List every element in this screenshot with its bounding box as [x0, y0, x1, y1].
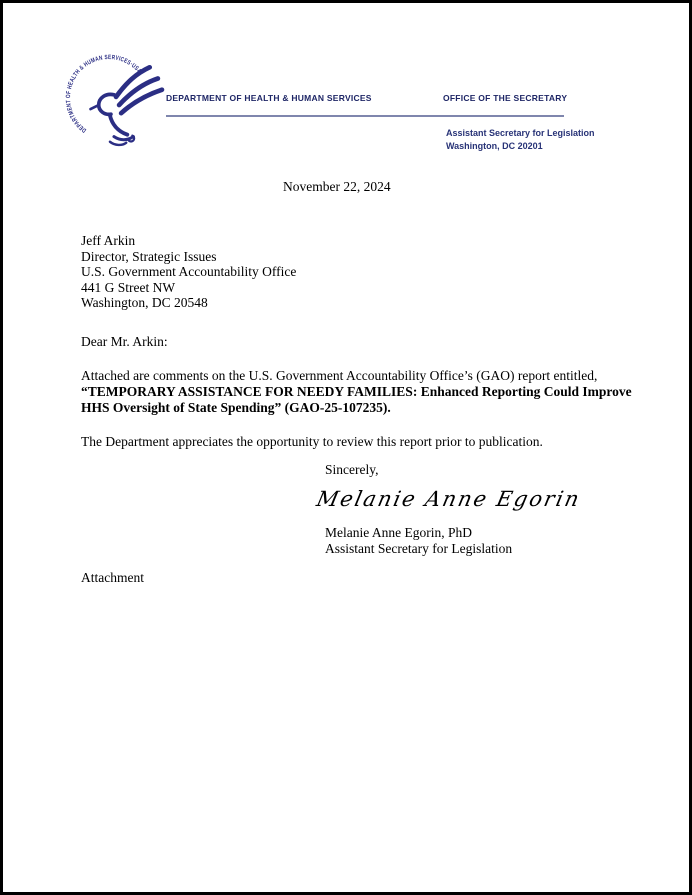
office-sub-line: Washington, DC 20201	[446, 141, 543, 151]
recipient-line: 441 G Street NW	[81, 279, 176, 295]
department-label: DEPARTMENT OF HEALTH & HUMAN SERVICES	[166, 93, 372, 103]
office-address-block	[446, 127, 595, 153]
signer-block	[325, 525, 512, 556]
seal-circular-text: DEPARTMENT OF HEALTH & HUMAN SERVICES·USA	[64, 54, 144, 134]
body-paragraph-2: The Department appreciates the opportunity to review this report prior to publication.	[81, 434, 543, 449]
signature-script: Melanie Anne Egorin	[314, 487, 584, 511]
office-sub-line: Assistant Secretary for Legislation	[446, 128, 595, 138]
header-rule	[166, 115, 564, 117]
recipient-address-block	[81, 233, 296, 311]
recipient-line: U.S. Government Accountability Office	[81, 264, 297, 280]
salutation: Dear Mr. Arkin:	[81, 334, 168, 349]
recipient-line: Washington, DC 20548	[81, 295, 208, 311]
office-label: OFFICE OF THE SECRETARY	[443, 93, 568, 103]
attachment-note: Attachment	[81, 570, 144, 585]
eagle-icon	[91, 67, 162, 145]
report-title-bold: “TEMPORARY ASSISTANCE FOR NEEDY FAMILIES: Enhanced Reporting Could Improve HHS Oversight of State Spending” (GAO-25-107235).	[81, 384, 632, 415]
body-paragraph-1	[81, 368, 633, 416]
recipient-line: Director, Strategic Issues	[81, 248, 217, 264]
signer-name: Melanie Anne Egorin, PhD	[325, 525, 472, 540]
signer-title: Assistant Secretary for Legislation	[325, 540, 513, 556]
closing: Sincerely,	[325, 462, 379, 477]
hhs-seal-logo	[63, 54, 165, 152]
recipient-line: Jeff Arkin	[81, 233, 136, 248]
letter-date: November 22, 2024	[283, 179, 391, 194]
paragraph-text: Attached are comments on the U.S. Government Accountability Office’s (GAO) report entitled,	[81, 368, 598, 383]
